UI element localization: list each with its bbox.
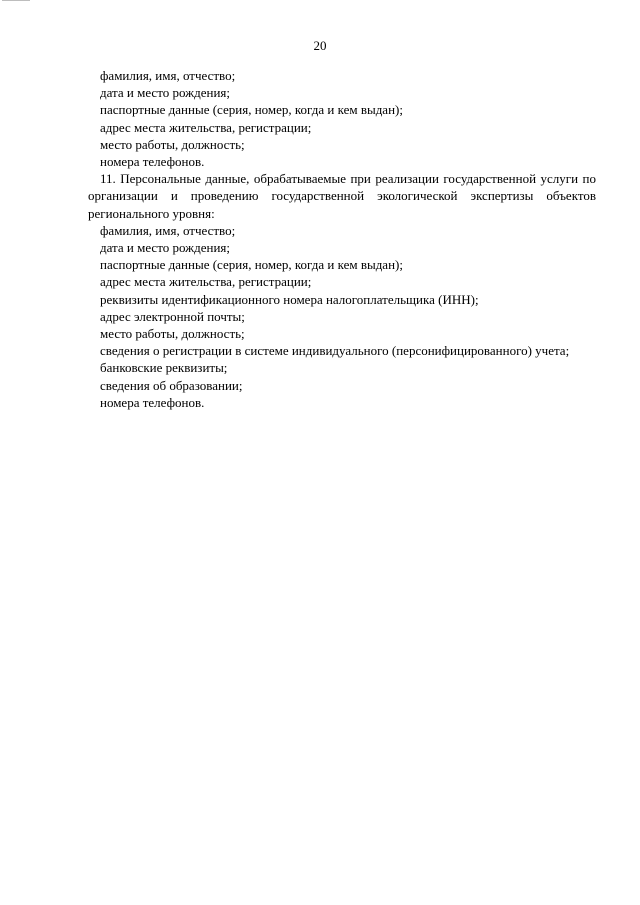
list-item: банковские реквизиты; bbox=[100, 360, 228, 376]
list-item: номера телефонов. bbox=[100, 394, 205, 410]
list-item: фамилия, имя, отчество; bbox=[100, 68, 236, 83]
list-item: паспортные данные (серия, номер, когда и кем выдан); bbox=[100, 257, 403, 273]
list-item: номера телефонов. bbox=[100, 154, 205, 170]
list-item: место работы, должность; bbox=[100, 136, 245, 152]
list-item: паспортные данные (серия, номер, когда и кем выдан); bbox=[100, 102, 403, 118]
list-item: адрес электронной почты; bbox=[100, 308, 245, 324]
page-number: 20 bbox=[313, 38, 327, 53]
list-item: дата и место рождения; bbox=[100, 240, 231, 256]
list-item: сведения об образовании; bbox=[100, 377, 243, 393]
list-item: фамилия, имя, отчество; bbox=[100, 222, 236, 238]
list-item: реквизиты идентификационного номера налогоплательщика (ИНН); bbox=[100, 291, 479, 307]
list-item: адрес места жительства, регистрации; bbox=[100, 119, 312, 135]
list-item: адрес места жительства, регистрации; bbox=[100, 274, 312, 290]
paragraph-11: 11. Персональные данные, обрабатываемые при реализации государственной услуги по организации и проведению государственной экологической экспертизы объектов регионального уровня: bbox=[88, 171, 596, 221]
list-item: место работы, должность; bbox=[100, 326, 245, 342]
document-body bbox=[88, 67, 596, 411]
list-item: дата и место рождения; bbox=[100, 85, 231, 101]
scan-corner-mark bbox=[2, 0, 30, 1]
list-item: сведения о регистрации в системе индивидуального (персонифицированного) учета; bbox=[100, 343, 570, 359]
